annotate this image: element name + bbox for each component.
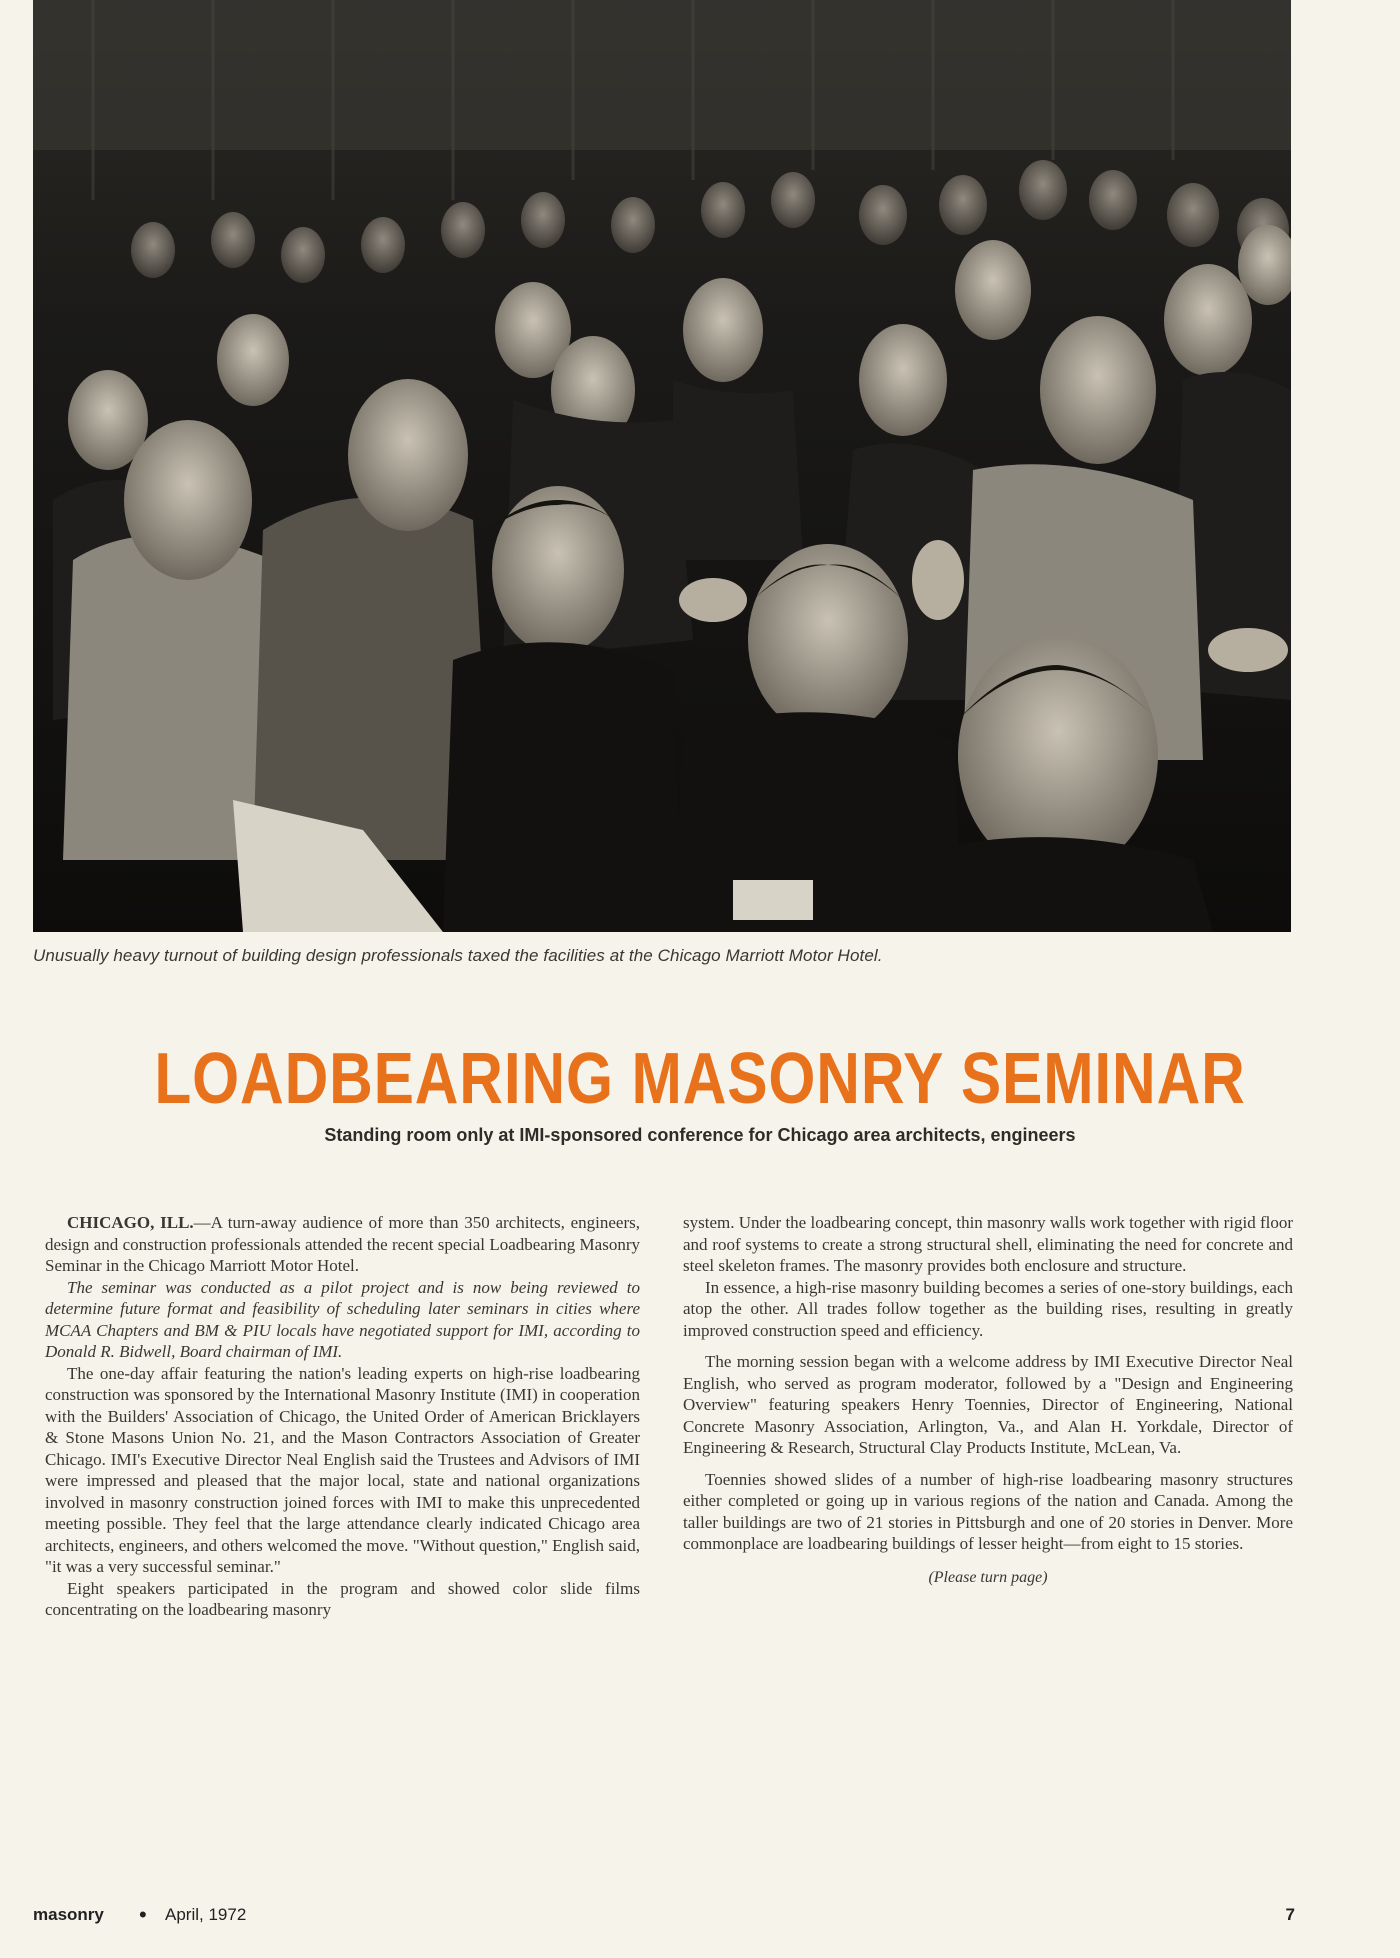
article-paragraph: The seminar was conducted as a pilot project and is now being reviewed to determine future format and feasibility of scheduling later seminars in cities where MCAA Chapters and BM & PIU locals have negotiated support for IMI, according to Donald R. Bidwell, Board chairman of IMI. xyxy=(45,1277,640,1361)
article-paragraph: In essence, a high-rise masonry building becomes a series of one-story buildings, each atop the other. All trades follow together as the building rises, resulting in greatly improved construction speed and efficiency. xyxy=(683,1277,1293,1340)
article-column-left xyxy=(45,1212,640,1621)
article-paragraph-text: —A turn-away audience of more than 350 architects, engineers, design and construction professionals attended the recent special Loadbearing Masonry Seminar in the Chicago Marriott Motor Hotel. xyxy=(45,1213,640,1275)
article-dateline: CHICAGO, ILL. xyxy=(67,1213,194,1232)
article-column-right xyxy=(683,1212,1293,1588)
article-headline: LOADBEARING MASONRY SEMINAR xyxy=(154,1039,1246,1119)
issue-date: April, 1972 xyxy=(165,1905,247,1924)
publication-name: masonry xyxy=(33,1905,104,1924)
article-subheadline: Standing room only at IMI-sponsored conference for Chicago area architects, engineers xyxy=(324,1125,1076,1145)
article-paragraph: Toennies showed slides of a number of high-rise loadbearing masonry structures either completed or going up in various regions of the nation and Canada. Among the taller buildings are two of 21 stories in Pittsburgh and one of 20 stories in Denver. More commonplace are loadbearing buildings of lesser height—from eight to 15 stories. xyxy=(683,1469,1293,1553)
page-number: 7 xyxy=(1285,1905,1295,1924)
continued-note: (Please turn page) xyxy=(928,1568,1048,1586)
article-paragraph: Eight speakers participated in the program and showed color slide films concentrating on the loadbearing masonry xyxy=(45,1578,640,1619)
audience-photo-icon xyxy=(33,0,1291,932)
article-paragraph: The one-day affair featuring the nation's leading experts on high-rise loadbearing construction was sponsored by the International Masonry Institute (IMI) in cooperation with the Builders' Association of Chicago, the United Order of American Bricklayers & Stone Masons Union No. 21, and the Mason Contractors Association of Greater Chicago. IMI's Executive Director Neal English said the Trustees and Advisors of IMI were impressed and pleased that the major local, state and national organizations involved in masonry construction joined forces with IMI to make this unprecedented meeting possible. They feel that the large attendance clearly indicated Chicago area architects, engineers, and others welcomed the move. "Without question," English said, "it was a very successful seminar." xyxy=(45,1363,640,1576)
article-paragraph: The morning session began with a welcome address by IMI Executive Director Neal English, who served as program moderator, followed by a "Design and Engineering Overview" featuring speakers Henry Toennies, Director of Engineering, National Concrete Masonry Association, Arlington, Va., and Alan H. Yorkdale, Director of Engineering & Research, Structural Clay Products Institute, McLean, Va. xyxy=(683,1352,1293,1457)
article-paragraph: system. Under the loadbearing concept, thin masonry walls work together with rigid floor and roof systems to create a strong structural shell, eliminating the need for concrete and steel skeleton frames. The masonry provides both enclosure and structure. xyxy=(683,1213,1293,1275)
audience-photo xyxy=(33,0,1291,932)
article-paragraph xyxy=(45,1212,640,1277)
photo-caption: Unusually heavy turnout of building design professionals taxed the facilities at the Chicago Marriott Motor Hotel. xyxy=(33,946,883,965)
bullet-icon: • xyxy=(139,1902,147,1927)
page-footer xyxy=(33,1902,1295,1935)
